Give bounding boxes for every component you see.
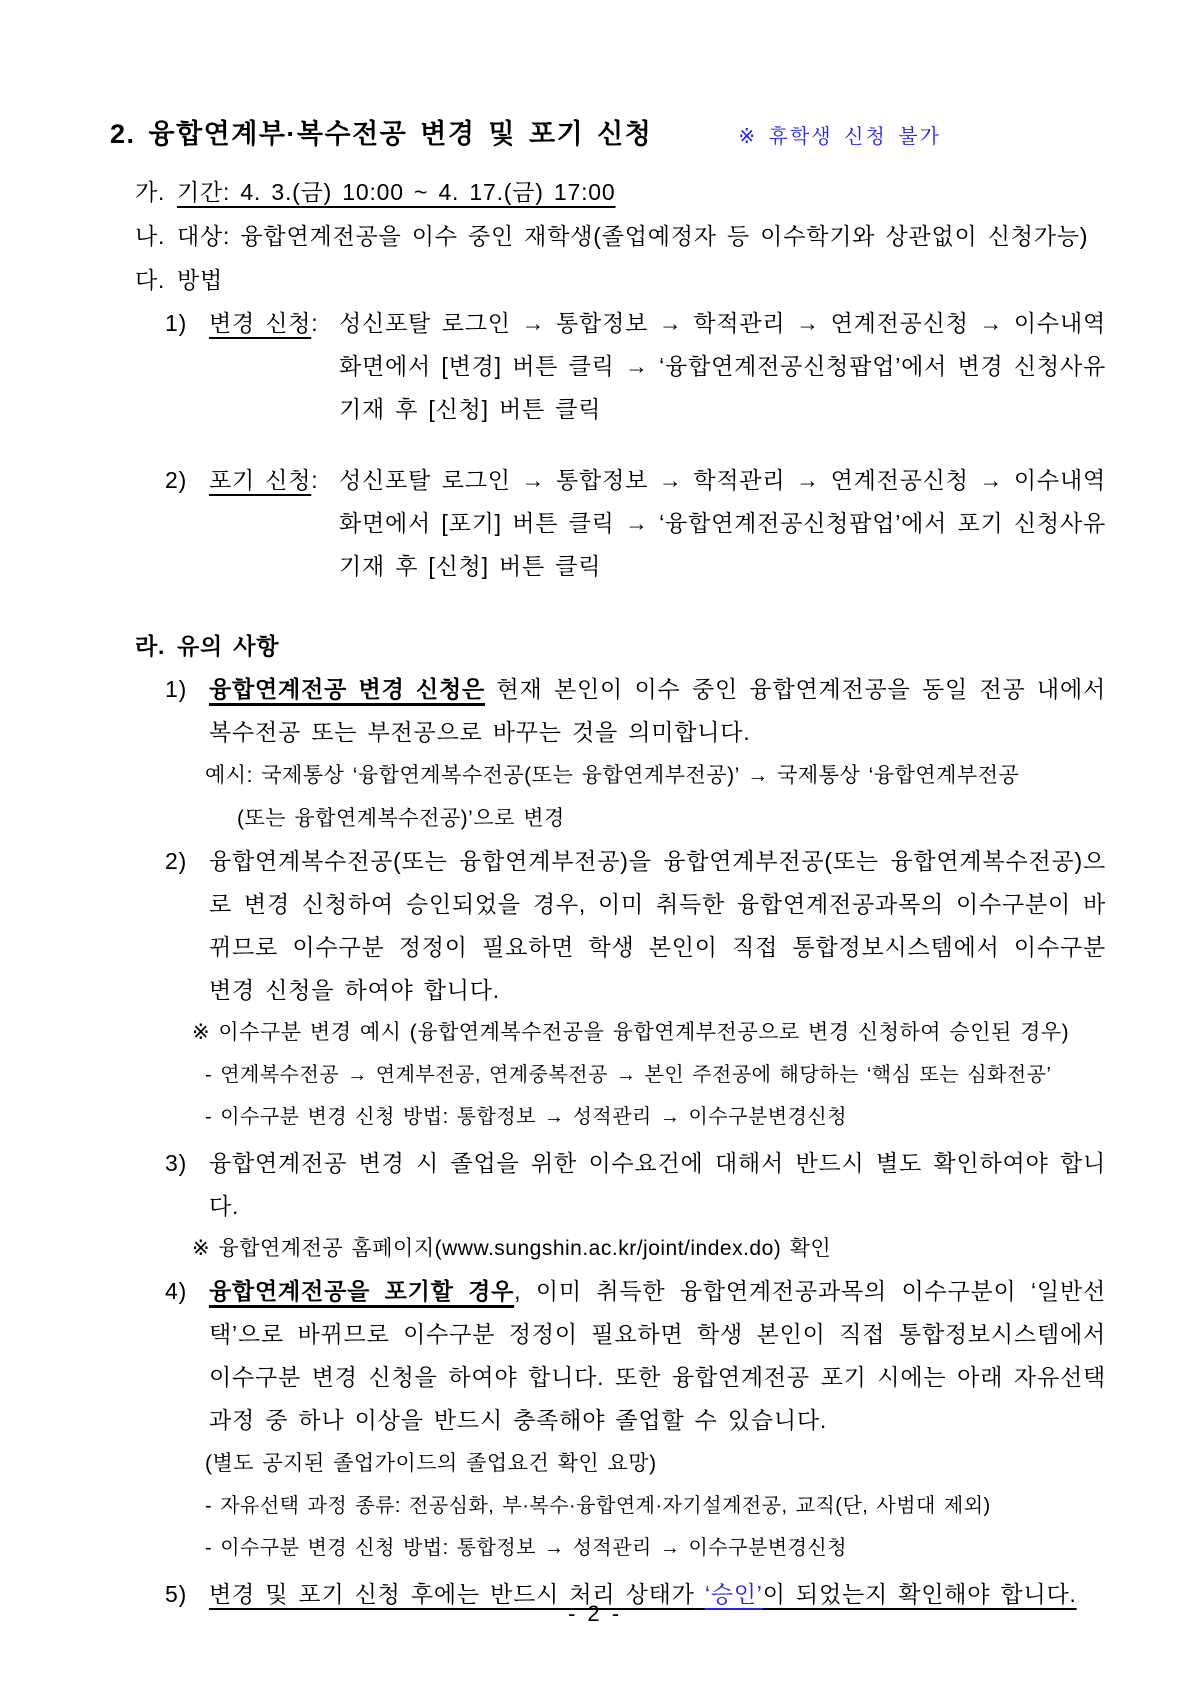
caution-2-dash-note-1: - 연계복수전공 → 연계부전공, 연계중복전공 → 본인 주전공에 해당하는 ‘핵심 또는 심화전공’ [205, 1064, 1052, 1086]
method-change-steps: 성신포탈 로그인 → 통합정보 → 학적관리 → 연계전공신청 → 이수내역 화면에서 [변경] 버튼 클릭 → ‘융합연계전공신청팝업’에서 변경 신청사유 기재 후 [신청] 버튼 클릭 [339, 310, 1106, 422]
section-period-text: 기간: 4. 3.(금) 10:00 ~ 4. 17.(금) 17:00 [177, 179, 616, 205]
caution-2-subnote: ※ 이수구분 변경 예시 (융합연계복수전공을 융합연계부전공으로 변경 신청하여 승인된 경우) [192, 1021, 1070, 1044]
page-title: 2. 융합연계부·복수전공 변경 및 포기 신청 [110, 119, 653, 149]
section-cautions [135, 624, 1106, 668]
caution-item-1 [165, 668, 1106, 754]
caution-item-3 [165, 1142, 1106, 1228]
section-target-text: 대상: 융합연계전공을 이수 중인 재학생(졸업예정자 등 이수학기와 상관없이 신청가능) [177, 223, 1089, 249]
caution-1-example-line1: 예시: 국제통상 ‘융합연계복수전공(또는 융합연계부전공)’ → 국제통상 ‘융합연계부전공 [205, 764, 1020, 787]
caution-1-example-line2: (또는 융합연계복수전공)’으로 변경 [237, 807, 565, 830]
section-target [135, 214, 1106, 258]
method-change-label-text: 변경 신청 [209, 310, 312, 336]
title-side-note: ※ 휴학생 신청 불가 [738, 126, 941, 148]
section-period-content [177, 170, 1106, 214]
caution-3-marker: 3) [165, 1150, 188, 1176]
caution-item-4 [165, 1270, 1106, 1442]
caution-4-text: , 이미 취득한 융합연계전공과목의 이수구분이 ‘일반선택’으로 바뀌므로 이수구분 정정이 필요하면 학생 본인이 직접 통합정보시스템에서 이수구분 변경 신청을 하여야 합니다. 또한 융합연계전공 포기 시에는 아래 자유선택 과정 중 하나 이상을 반드시 충족해야 졸업할 수 있습니다. [209, 1278, 1106, 1433]
caution-1-text: 현재 본인이 이수 중인 융합연계전공을 동일 전공 내에서 복수전공 또는 부전공으로 바꾸는 것을 의미합니다. [209, 676, 1106, 745]
caution-4-marker: 4) [165, 1278, 188, 1304]
page-number: - 2 - [567, 1601, 623, 1626]
section-target-marker: 나. [135, 223, 166, 249]
method-change-colon: : [311, 310, 319, 336]
caution-2-text: 융합연계복수전공(또는 융합연계부전공)을 융합연계부전공(또는 융합연계복수전공)으로 변경 신청하여 승인되었을 경우, 이미 취득한 융합연계전공과목의 이수구분이 바뀌므로 이수구분 정정이 필요하면 학생 본인이 직접 통합정보시스템에서 이수구분 변경 신청을 하여야 합니다. [209, 848, 1106, 1003]
caution-2-marker: 2) [165, 848, 188, 874]
caution-5-marker: 5) [165, 1581, 188, 1607]
caution-4-lead: 융합연계전공을 포기할 경우 [209, 1278, 515, 1304]
method-giveup-colon: : [311, 467, 319, 493]
caution-2-dash-note-2: - 이수구분 변경 신청 방법: 통합정보 → 성적관리 → 이수구분변경신청 [205, 1106, 848, 1128]
method-giveup-label [209, 459, 339, 502]
caution-1-content [209, 668, 1106, 754]
title-row [110, 112, 1106, 156]
method-change-marker: 1) [165, 310, 188, 336]
section-period-marker: 가. [135, 179, 166, 205]
section-cautions-text: 유의 사항 [177, 633, 280, 659]
caution-1-lead: 융합연계전공 변경 신청은 [209, 676, 486, 702]
caution-3-text: 융합연계전공 변경 시 졸업을 위한 이수요건에 대해서 반드시 별도 확인하여야 합니다. [209, 1150, 1106, 1219]
caution-5-post: 이 되었는지 확인해야 합니다. [762, 1581, 1077, 1607]
caution-5-pre: 변경 및 포기 신청 후에는 반드시 처리 상태가 [209, 1581, 695, 1607]
method-change-label [209, 302, 339, 345]
caution-5-approval-accent: ‘승인’ [704, 1581, 763, 1607]
caution-4-content [209, 1270, 1106, 1442]
section-method-marker: 다. [135, 267, 166, 293]
caution-4-dash-note-2: - 이수구분 변경 신청 방법: 통합정보 → 성적관리 → 이수구분변경신청 [205, 1537, 848, 1559]
caution-4-paren-note: (별도 공지된 졸업가이드의 졸업요건 확인 요망) [205, 1452, 657, 1475]
caution-item-2 [165, 840, 1106, 1012]
method-item-change [165, 302, 1106, 431]
caution-1-marker: 1) [165, 676, 188, 702]
section-period [135, 170, 1106, 214]
section-cautions-marker: 라. [135, 633, 166, 659]
section-method [135, 258, 1106, 302]
section-method-text: 방법 [177, 267, 224, 293]
method-item-giveup [165, 459, 1106, 588]
method-giveup-steps: 성신포탈 로그인 → 통합정보 → 학적관리 → 연계전공신청 → 이수내역 화면에서 [포기] 버튼 클릭 → ‘융합연계전공신청팝업’에서 포기 신청사유 기재 후 [신청] 버튼 클릭 [339, 467, 1106, 579]
caution-3-homepage-note: ※ 융합연계전공 홈페이지(www.sungshin.ac.kr/joint/index.do) 확인 [192, 1237, 832, 1260]
caution-4-dash-note-1: - 자유선택 과정 종류: 전공심화, 부·복수·융합연계·자기설계전공, 교직(단, 사범대 제외) [205, 1495, 991, 1517]
method-giveup-marker: 2) [165, 467, 188, 493]
method-giveup-label-text: 포기 신청 [209, 467, 312, 493]
